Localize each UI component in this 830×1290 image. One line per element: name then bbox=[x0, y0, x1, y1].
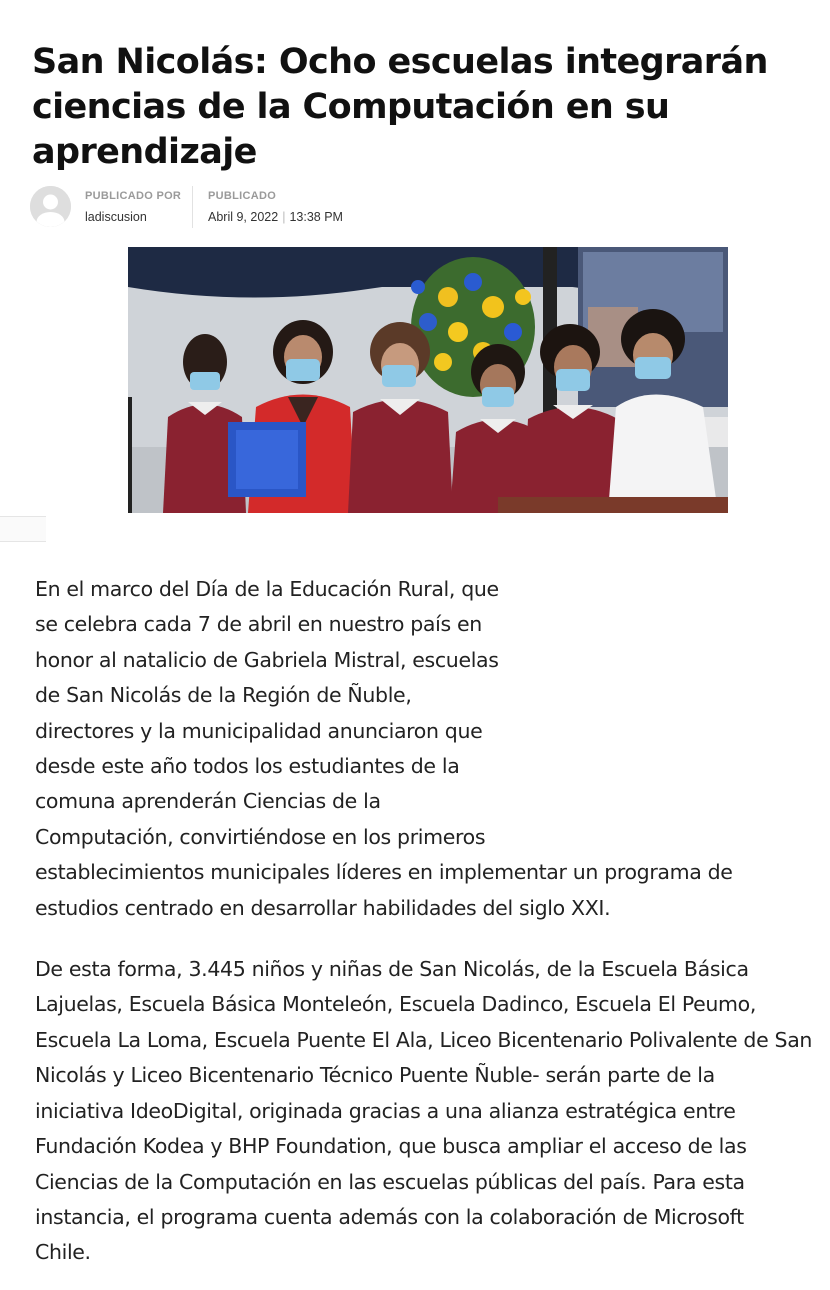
title-line: ciencias de la Computación en su bbox=[32, 87, 670, 127]
date-block bbox=[208, 189, 343, 225]
paragraph-line: Escuela La Loma, Escuela Puente El Ala, Liceo Bicentenario Polivalente de San bbox=[35, 1027, 813, 1052]
meta-divider bbox=[192, 186, 193, 228]
paragraph-line: se celebra cada 7 de abril en nuestro país en bbox=[35, 612, 482, 637]
article-photo bbox=[128, 247, 728, 513]
publish-date: Abril 9, 2022 bbox=[208, 210, 279, 224]
author-block bbox=[85, 189, 181, 225]
publish-time: 13:38 PM bbox=[289, 210, 343, 224]
paragraph-line: honor al natalicio de Gabriela Mistral, escuelas bbox=[35, 647, 499, 672]
author-name[interactable]: ladiscusion bbox=[85, 210, 147, 224]
paragraph-line: comuna aprenderán Ciencias de la bbox=[35, 789, 381, 814]
image-caption-stub bbox=[0, 516, 46, 542]
article-title bbox=[32, 40, 768, 175]
paragraph-line: Computación, convirtiéndose en los primeros bbox=[35, 824, 486, 849]
paragraph-line: En el marco del Día de la Educación Rural, que bbox=[35, 577, 499, 601]
author-avatar[interactable] bbox=[30, 186, 71, 227]
paragraph-line: Nicolás y Liceo Bicentenario Técnico Puente Ñuble- serán parte de la bbox=[35, 1063, 715, 1088]
paragraph-line: desde este año todos los estudiantes de la bbox=[35, 754, 460, 779]
paragraph-line: Lajuelas, Escuela Básica Monteleón, Escuela Dadinco, Escuela El Peumo, bbox=[35, 992, 757, 1017]
paragraph-line: De esta forma, 3.445 niños y niñas de San Nicolás, de la Escuela Básica bbox=[35, 957, 749, 982]
paragraph bbox=[35, 952, 830, 1271]
paragraph-line: establecimientos municipales líderes en implementar un programa de bbox=[35, 860, 733, 885]
paragraph-line: de San Nicolás de la Región de Ñuble, bbox=[35, 683, 412, 708]
article-body bbox=[35, 572, 830, 1271]
title-line: San Nicolás: Ocho escuelas integrarán bbox=[32, 42, 768, 82]
paragraph-line: estudios centrado en desarrollar habilidades del siglo XXI. bbox=[35, 895, 611, 920]
date-separator: | bbox=[282, 210, 286, 224]
paragraph-line: Ciencias de la Computación en las escuelas públicas del país. Para esta bbox=[35, 1169, 745, 1194]
user-icon bbox=[30, 186, 71, 227]
paragraph-line: iniciativa IdeoDigital, originada gracias a una alianza estratégica entre bbox=[35, 1098, 736, 1123]
paragraph bbox=[35, 572, 830, 926]
article-meta bbox=[30, 186, 390, 226]
paragraph-line: instancia, el programa cuenta además con la colaboración de Microsoft bbox=[35, 1204, 744, 1229]
paragraph-line: directores y la municipalidad anunciaron que bbox=[35, 718, 483, 743]
title-line: aprendizaje bbox=[32, 132, 257, 172]
author-label: PUBLICADO POR bbox=[85, 190, 182, 202]
paragraph-line: Fundación Kodea y BHP Foundation, que busca ampliar el acceso de las bbox=[35, 1134, 747, 1159]
paragraph-line: Chile. bbox=[35, 1240, 91, 1265]
date-label: PUBLICADO bbox=[208, 190, 277, 202]
publish-datetime bbox=[208, 209, 343, 225]
